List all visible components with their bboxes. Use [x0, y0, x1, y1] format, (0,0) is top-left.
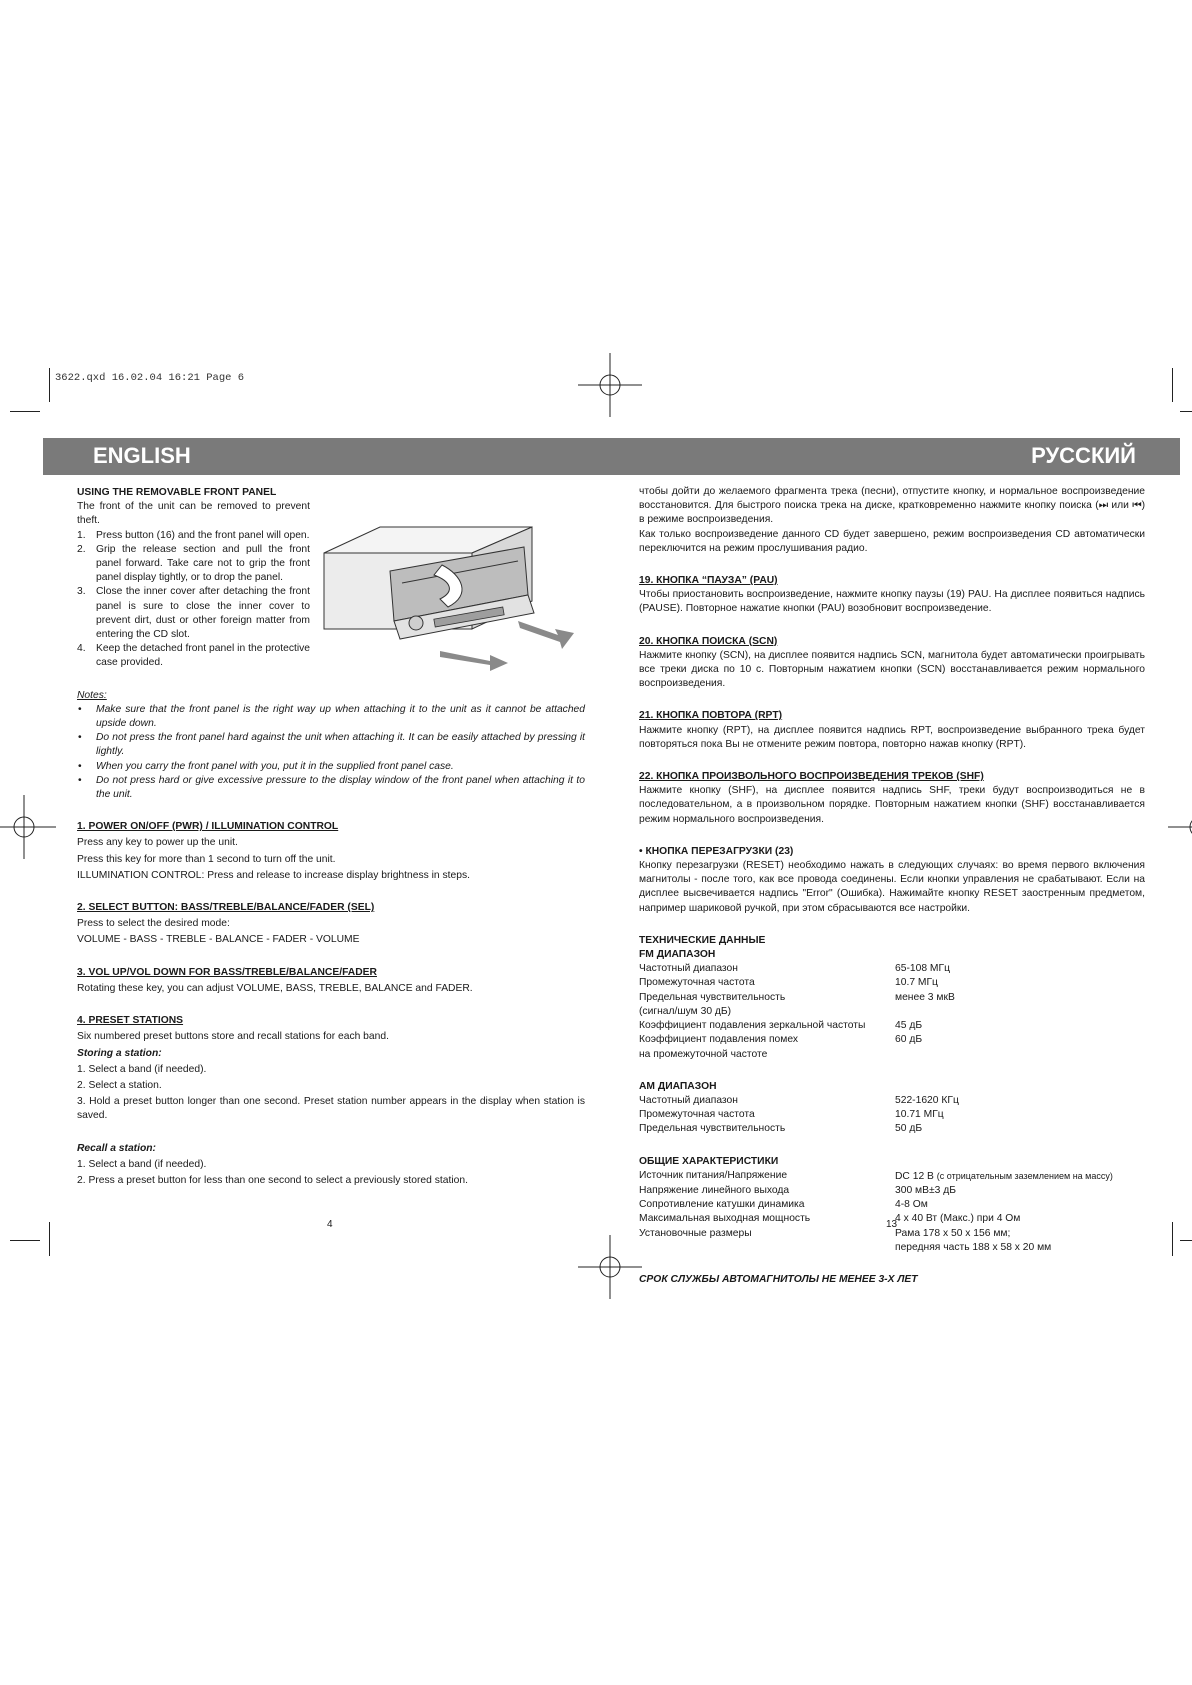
- spec-row: Предельная чувствительность менее 3 мкВ: [639, 991, 955, 1003]
- crop-mark: [49, 1222, 50, 1256]
- subheading: Recall a station:: [77, 1142, 156, 1154]
- paragraph: Нажмите кнопку (RPT), на дисплее появится надпись RPT, воспроизведение выбранного трека будет повторяться пока Вы не отмените режим повтора, повторно нажав кнопку (RPT).: [639, 724, 1145, 750]
- spec-row: Сопротивление катушки динамика 4-8 Ом: [639, 1199, 928, 1211]
- paragraph: 3. Hold a preset button longer than one second. Preset station number appears in the display when station is saved.: [77, 1096, 585, 1122]
- registration-mark-icon: [578, 1235, 642, 1299]
- list-item: 4. Keep the detached front panel in the protective case provided.: [77, 643, 310, 669]
- notes-list: [77, 703, 585, 802]
- general-heading: ОБЩИЕ ХАРАКТЕРИСТИКИ: [639, 1155, 779, 1167]
- russian-column: [639, 485, 1145, 1287]
- section-heading: 2. SELECT BUTTON: BASS/TREBLE/BALANCE/FADER (SEL): [77, 902, 375, 914]
- spec-row: Установочные размеры Рама 178 x 50 x 156 мм;: [639, 1227, 1011, 1239]
- paragraph: Нажмите кнопку (SCN), на дисплее появится надпись SCN, магнитола будет автоматически проигрывать все треки диска по 10 с. Повторным нажатием кнопки (SCN) восстанавливается режим нормального воспроизведения.: [639, 649, 1145, 690]
- am-specs: [639, 1094, 1145, 1137]
- spec-row: Источник питания/Напряжение DC 12 В (с отрицательным заземлением на массу): [639, 1169, 1113, 1182]
- list-item: • Do not press the front panel hard against the unit when attaching it. It can be easily attached by pressing it lightly.: [77, 731, 585, 759]
- lifetime-note: СРОК СЛУЖБЫ АВТОМАГНИТОЛЫ НЕ МЕНЕЕ 3-Х ЛЕТ: [639, 1273, 918, 1285]
- banner-english: ENGLISH: [93, 443, 191, 468]
- paragraph: ILLUMINATION CONTROL: Press and release to increase display brightness in steps.: [77, 869, 470, 881]
- registration-mark-icon: [1168, 795, 1192, 859]
- file-slug: 3622.qxd 16.02.04 16:21 Page 6: [55, 372, 245, 384]
- notes-heading: Notes:: [77, 689, 107, 701]
- list-item: • When you carry the front panel with you, put it in the supplied front panel case.: [77, 760, 585, 774]
- paragraph: чтобы дойти до желаемого фрагмента трека (песни), отпустите кнопку, и нормальное воспроизведение восстановится. Для быстрого поиска трека на диске, кратковременно нажмите кнопку поиска (⏭ или ⏮) в режиме воспроизведения.: [639, 486, 1145, 526]
- section-heading: 22. КНОПКА ПРОИЗВОЛЬНОГО ВОСПРОИЗВЕДЕНИЯ ТРЕКОВ (SHF): [639, 771, 984, 783]
- page-number: 4: [327, 1219, 333, 1230]
- list-item: • Make sure that the front panel is the right way up when attaching it to the unit as it cannot be attached upside down.: [77, 703, 585, 731]
- spec-row: (сигнал/шум 30 дБ): [639, 1005, 732, 1017]
- fm-specs: [639, 962, 1145, 1061]
- paragraph: Как только воспроизведение данного CD будет завершено, режим воспроизведения CD автоматически переключится на режим прослушивания радио.: [639, 528, 1145, 554]
- section-heading: 1. POWER ON/OFF (PWR) / ILLUMINATION CONTROL: [77, 821, 339, 833]
- section-heading: 4. PRESET STATIONS: [77, 1015, 184, 1027]
- english-column: [77, 486, 585, 1188]
- spec-row: Коэффициент подавления помех 60 дБ: [639, 1034, 923, 1046]
- section-heading: 21. КНОПКА ПОВТОРА (RPT): [639, 710, 783, 722]
- removable-panel-intro: The front of the unit can be removed to prevent theft.: [77, 501, 310, 527]
- registration-mark-icon: [0, 795, 56, 859]
- paragraph: Кнопку перезагрузки (RESET) необходимо нажать в следующих случаях: во время первого включения магнитолы - после того, как все провода соединены. Если кнопки управления не срабатывают. Если на дисплее высвечивается надпись "Error" (Ошибка). Нажимайте кнопку RESET заостренным предметом, например шариковой ручкой, при этом сбрасываются все настройки.: [639, 860, 1145, 914]
- paragraph: Six numbered preset buttons store and recall stations for each band.: [77, 1031, 389, 1043]
- list-item: 3. Close the inner cover after detaching the front panel is sure to close the inner cover to prevent dirt, dust or other foreign matter from entering the CD slot.: [77, 586, 310, 641]
- spec-row: на промежуточной частоте: [639, 1048, 768, 1060]
- am-heading: АМ ДИАПАЗОН: [639, 1080, 717, 1092]
- removable-panel-heading: USING THE REMOVABLE FRONT PANEL: [77, 487, 277, 498]
- crop-mark: [49, 368, 50, 402]
- paragraph: 2. Select a station.: [77, 1079, 162, 1091]
- section-heading: 3. VOL UP/VOL DOWN FOR BASS/TREBLE/BALANCE/FADER: [77, 966, 377, 978]
- paragraph: 1. Select a band (if needed).: [77, 1158, 207, 1170]
- crop-mark: [1172, 368, 1173, 402]
- subheading: Storing a station:: [77, 1047, 162, 1059]
- paragraph: 2. Press a preset button for less than one second to select a previously stored station.: [77, 1174, 468, 1186]
- spec-row: Максимальная выходная мощность 4 x 40 Вт (Макс.) при 4 Ом: [639, 1213, 1021, 1225]
- section-heading: 20. КНОПКА ПОИСКА (SCN): [639, 635, 778, 647]
- section-heading: 19. КНОПКА “ПАУЗА” (PAU): [639, 575, 778, 587]
- section-heading: • КНОПКА ПЕРЕЗАГРУЗКИ (23): [639, 845, 794, 857]
- crop-mark: [1180, 1240, 1192, 1241]
- list-item: 1. Press button (16) and the front panel will open.: [77, 529, 310, 541]
- general-specs: [639, 1169, 1145, 1255]
- spec-row: Промежуточная частота 10.7 МГц: [639, 977, 938, 989]
- spec-row: Коэффициент подавления зеркальной частоты 45 дБ: [639, 1020, 923, 1032]
- crop-mark: [1180, 411, 1192, 412]
- paragraph: Rotating these key, you can adjust VOLUME, BASS, TREBLE, BALANCE and FADER.: [77, 982, 473, 994]
- spec-row: Частотный диапазон 522-1620 КГц: [639, 1094, 959, 1106]
- spec-row: Предельная чувствительность 50 дБ: [639, 1123, 923, 1135]
- specs-heading: ТЕХНИЧЕСКИЕ ДАННЫЕ: [639, 934, 766, 946]
- crop-mark: [10, 1240, 40, 1241]
- paragraph: VOLUME - BASS - TREBLE - BALANCE - FADER - VOLUME: [77, 934, 360, 946]
- paragraph: 1. Select a band (if needed).: [77, 1063, 207, 1075]
- crop-mark: [10, 411, 40, 412]
- crop-mark: [1172, 1222, 1173, 1256]
- paragraph: Press to select the desired mode:: [77, 918, 230, 930]
- language-banner: [43, 438, 1180, 475]
- fm-heading: FM ДИАПАЗОН: [639, 949, 716, 961]
- banner-russian: РУССКИЙ: [1031, 443, 1136, 468]
- paragraph: Нажмите кнопку (SHF), на дисплее появится надпись SHF, треки будут воспроизводиться не в последовательном, а в произвольном порядке. Повторным нажатием кнопки (SHF) восстанавливается режим нормального воспроизведения.: [639, 785, 1145, 825]
- spec-row: Промежуточная частота 10.71 МГц: [639, 1109, 944, 1121]
- list-item: • Do not press hard or give excessive pressure to the display window of the front panel when attaching it to the unit.: [77, 774, 585, 802]
- paragraph: Press this key for more than 1 second to turn off the unit.: [77, 853, 336, 865]
- paragraph: Чтобы приостановить воспроизведение, нажмите кнопку паузы (19) PAU. На дисплее появиться надпись (PAUSE). Повторное нажатие кнопки (PAU) возобновит воспроизведение.: [639, 589, 1145, 615]
- list-item: 2. Grip the release section and pull the front panel forward. Take care not to grip the front panel display tightly, or to drop the panel.: [77, 543, 310, 584]
- spec-row: передняя часть 188 x 58 x 20 мм: [895, 1241, 1052, 1253]
- spec-row: Напряжение линейного выхода 300 мВ±3 дБ: [639, 1184, 956, 1196]
- paragraph: Press any key to power up the unit.: [77, 837, 238, 849]
- page-number: 13: [886, 1219, 898, 1230]
- removable-panel-steps: [77, 529, 310, 671]
- registration-mark-icon: [578, 353, 642, 417]
- spec-row: Частотный диапазон 65-108 МГц: [639, 963, 950, 975]
